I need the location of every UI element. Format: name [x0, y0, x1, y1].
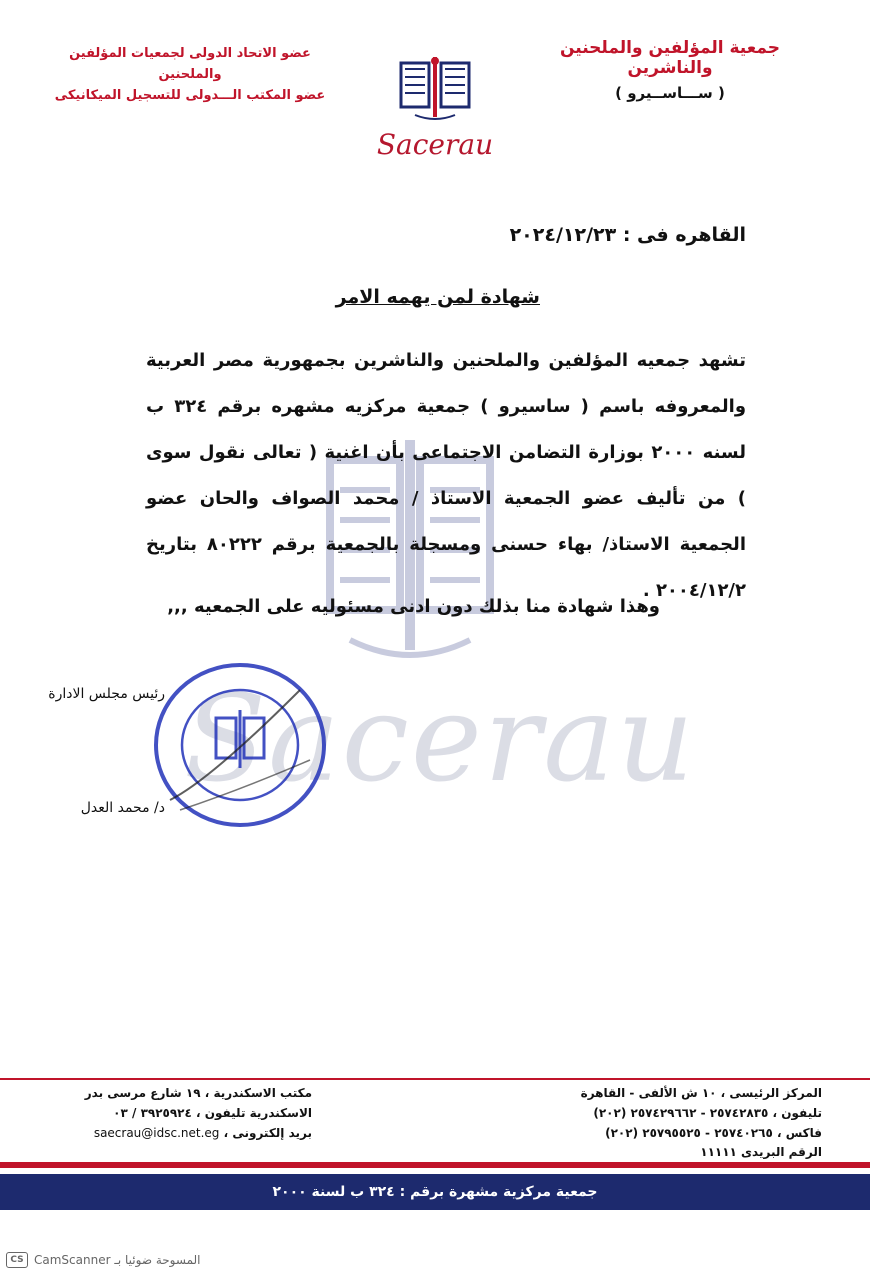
camscanner-icon: CS: [6, 1252, 28, 1268]
signatory-name: د/ محمد العدل: [80, 800, 165, 816]
header-membership-block: [40, 44, 340, 106]
official-stamp-icon: [150, 660, 330, 830]
sacerau-logo-icon: [395, 55, 475, 125]
brand-latin-logotype: Sacerau: [376, 128, 494, 161]
letter-subject: شهادة لمن يهمه الامر: [335, 286, 540, 308]
membership-line-2: عضو المكتب الـــدولى للتسجيل الميكانيكى: [54, 87, 326, 103]
org-name: جمعية المؤلفين والملحنين والناشرين: [560, 38, 780, 78]
letter-closing: وهذا شهادة منا بذلك دون ادنى مسئوليه على الجمعيه ,,,: [167, 596, 660, 617]
letter-date: القاهره فى : ٢٠٢٤/١٢/٢٣: [509, 224, 746, 246]
signatory-title: رئيس مجلس الادارة: [48, 686, 165, 702]
footer-hq-block: [502, 1084, 822, 1163]
org-short-name: ( ســـاســيرو ): [615, 84, 725, 102]
footer-alex-block: [32, 1084, 312, 1143]
hq-phone: تليفون ، ٢٥٧٤٢٨٣٥ - ٢٥٧٤٢٩٦٦٢ (٢٠٢): [593, 1105, 822, 1120]
membership-line-1: عضو الاتحاد الدولى لجمعيات المؤلفين والملحنين: [69, 46, 311, 82]
header-org-block: [520, 38, 820, 102]
scanner-watermark: [6, 1252, 201, 1268]
scanner-label: CamScanner المسوحة ضوئيا بـ: [34, 1253, 201, 1267]
hq-postal-code: الرقم البريدى ١١١١١: [700, 1145, 822, 1160]
letter-body: تشهد جمعيه المؤلفين والملحنين والناشرين بجمهورية مصر العربية والمعروفه باسم ( ساسيرو ) جمعية مركزيه مشهره برقم ٣٢٤ ب لسنه ٢٠٠٠ بوزارة التضامن الاجتماعى بأن اغنية ( تعالى نقول سوى ) من تأليف عضو الجمعية الاستاذ / محمد الصواف والحان عضو الجمعية الاستاذ/ بهاء حسنى ومسجلة بالجمعية برقم ٨٠٢٢٢ بتاريخ ٢٠٠٤/١٢/٢ .: [146, 350, 747, 601]
hq-address: المركز الرئيسى ، ١٠ ش الألفى - القاهرة: [580, 1086, 822, 1100]
alex-email-label: بريد إلكترونى ،: [223, 1125, 312, 1140]
alex-phone: الاسكندرية تليفون ، ٣٩٢٥٩٢٤ / ٠٣: [113, 1105, 312, 1120]
footer-red-band: [0, 1162, 870, 1168]
alex-email-row: [32, 1124, 312, 1144]
alex-email-link[interactable]: saecrau@idsc.net.eg: [93, 1125, 220, 1140]
watermark-brand-script: Sacerau: [183, 670, 697, 809]
hq-fax: فاكس ، ٢٥٧٤٠٢٦٥ - ٢٥٧٩٥٥٢٥ (٢٠٢): [605, 1125, 822, 1140]
footer-divider: [0, 1078, 870, 1080]
alex-address: مكتب الاسكندرية ، ١٩ شارع مرسى بدر: [84, 1086, 312, 1100]
footer-registration-band: جمعية مركزية مشهرة برقم : ٣٢٤ ب لسنة ٢٠٠٠: [0, 1174, 870, 1210]
